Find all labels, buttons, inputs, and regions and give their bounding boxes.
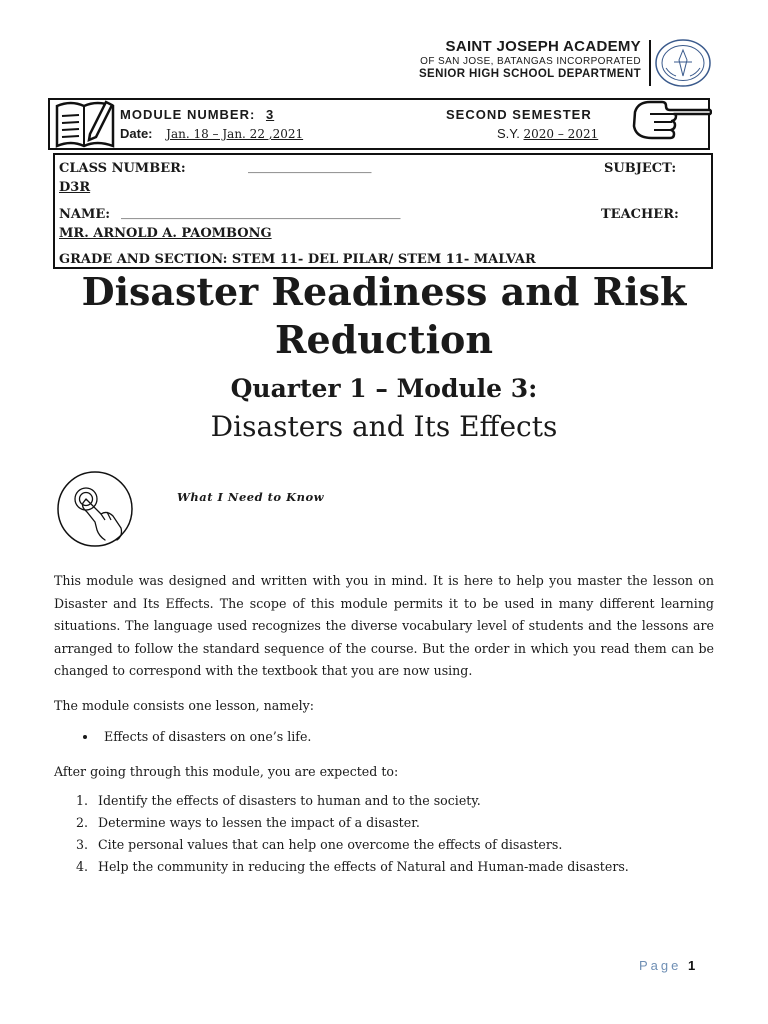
quarter-title: Quarter 1 – Module 3:: [230, 374, 538, 403]
date-label: Date:: [120, 126, 153, 141]
module-number-value: 3: [265, 107, 275, 122]
list-item: [76, 834, 629, 856]
main-title-line2: Reduction: [274, 317, 494, 362]
section-heading: What I Need to Know: [177, 490, 325, 504]
subject-value: D3R: [59, 180, 91, 195]
list-item: [76, 790, 629, 812]
header-divider: [649, 40, 651, 86]
main-title: [0, 268, 768, 364]
student-info-box: [53, 153, 713, 269]
school-year-value: 2020 – 2021: [523, 127, 599, 141]
school-year-label: S.Y.: [497, 126, 520, 141]
module-subtitle: Disasters and Its Effects: [210, 410, 558, 443]
school-header: [419, 38, 641, 80]
finger-touch-icon: [55, 470, 135, 548]
item-text: Help the community in reducing the effects of Natural and Human-made disasters.: [98, 859, 629, 874]
date-line: [120, 126, 303, 141]
school-seal-icon: [654, 38, 712, 88]
item-number: 3.: [76, 837, 89, 852]
school-location: OF SAN JOSE, BATANGAS INCORPORATED: [420, 56, 641, 67]
expected-paragraph: After going through this module, you are expected to:: [54, 764, 399, 779]
item-text: Cite personal values that can help one overcome the effects of disasters.: [98, 837, 563, 852]
main-title-line1: Disaster Readiness and Risk: [81, 269, 687, 314]
list-item: [76, 856, 629, 878]
pointing-hand-icon: [630, 96, 712, 142]
page-footer: [639, 958, 698, 973]
book-pencil-icon: [54, 96, 116, 152]
item-number: 2.: [76, 815, 89, 830]
subject-label: SUBJECT:: [604, 161, 677, 176]
objectives-list: [76, 790, 629, 878]
semester-label: SECOND SEMESTER: [446, 107, 592, 122]
page-label: Page: [639, 958, 682, 973]
item-text: Identify the effects of disasters to human and to the society.: [98, 793, 481, 808]
page-number: 1: [688, 958, 699, 973]
intro-paragraph: This module was designed and written with you in mind. It is here to help you master the lesson on Disaster and Its Effects. The scope of this module permits it to be used in many different learning situations. The language used recognizes the diverse vocabulary level of students and the lessons are arranged to follow the standard sequence of the course. But the order in which you read them can be changed to correspond with the textbook that you are now using.: [54, 573, 714, 679]
module-info-box: [48, 98, 710, 150]
list-item: [76, 812, 629, 834]
class-number-label: CLASS NUMBER:: [59, 161, 186, 176]
teacher-value: MR. ARNOLD A. PAOMBONG: [59, 226, 272, 241]
grade-section-line: GRADE AND SECTION: STEM 11- DEL PILAR/ STEM 11- MALVAR: [59, 252, 536, 267]
module-number-line: [120, 107, 274, 122]
name-field[interactable]: ___________________________________________: [121, 205, 401, 220]
teacher-label: TEACHER:: [601, 207, 679, 222]
school-name: SAINT JOSEPH ACADEMY: [445, 38, 641, 55]
date-value: Jan. 18 – Jan. 22 ,2021: [166, 127, 304, 141]
consists-paragraph: The module consists one lesson, namely:: [54, 698, 315, 713]
list-item: • Effects of disasters on one’s life.: [98, 726, 311, 748]
school-year-line: [497, 126, 598, 141]
item-text: Determine ways to lessen the impact of a disaster.: [98, 815, 420, 830]
class-number-field[interactable]: ___________________: [248, 159, 372, 174]
lesson-list: [98, 726, 311, 748]
school-department: SENIOR HIGH SCHOOL DEPARTMENT: [418, 68, 641, 80]
item-number: 1.: [76, 793, 89, 808]
name-label: NAME:: [59, 207, 111, 222]
item-number: 4.: [76, 859, 89, 874]
module-number-label: MODULE NUMBER:: [120, 107, 256, 122]
